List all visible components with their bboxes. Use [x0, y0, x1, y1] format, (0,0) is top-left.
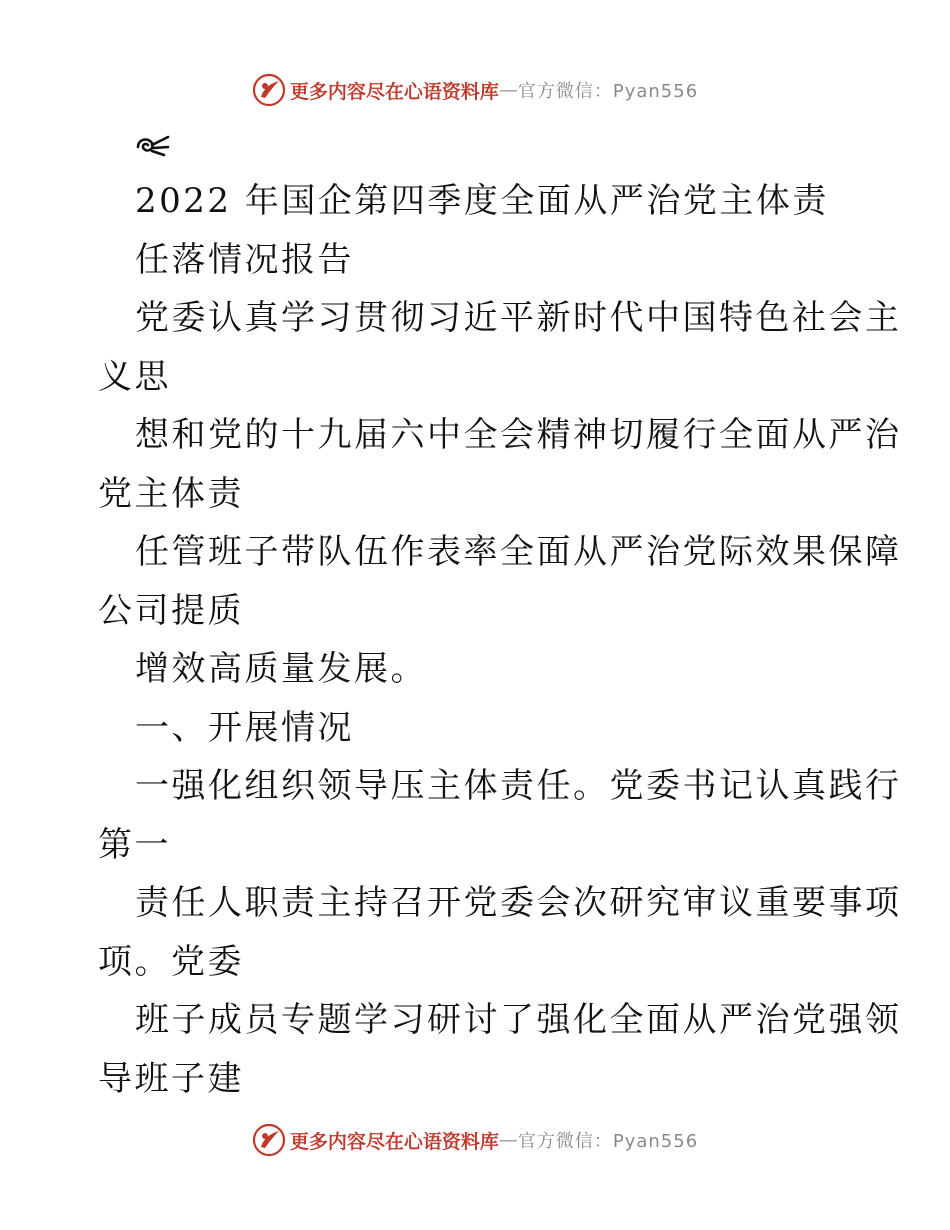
banner-text: 更多内容尽在心语资料库 — [289, 80, 499, 103]
paragraph-line: 党主体责 — [98, 473, 244, 514]
banner-separator: — — [498, 1129, 518, 1151]
paragraph-line: 公司提质 — [98, 590, 244, 631]
library-logo-icon — [252, 73, 286, 107]
flourish-ornament-icon — [134, 133, 172, 159]
banner-separator: — — [498, 79, 518, 101]
paragraph-line: 想和党的十九届六中全会精神切履行全面从严治 — [135, 415, 902, 455]
paragraph-line: 导班子建 — [98, 1058, 244, 1099]
document-title-line-2: 任落情况报告 — [135, 239, 354, 280]
footer-banner — [0, 1120, 950, 1160]
header-banner — [0, 70, 950, 110]
banner-wechat: 官方微信：Pyan556 — [517, 1131, 699, 1152]
banner-wechat: 官方微信：Pyan556 — [517, 81, 699, 102]
document-title-line-1: 2022 年国企第四季度全面从严治党主体责 — [135, 181, 829, 221]
paragraph-line: 责任人职责主持召开党委会次研究审议重要事项 — [135, 883, 902, 923]
paragraph-line: 增效高质量发展。 — [135, 649, 427, 689]
paragraph-line: 班子成员专题学习研讨了强化全面从严治党强领 — [135, 1000, 902, 1040]
library-logo-icon — [252, 1123, 286, 1157]
paragraph-line: 一强化组织领导压主体责任。党委书记认真践行 — [135, 766, 902, 806]
document-body — [98, 172, 902, 1108]
banner-text: 更多内容尽在心语资料库 — [289, 1130, 499, 1153]
paragraph-line: 义思 — [98, 356, 171, 397]
section-heading: 一、开展情况 — [135, 707, 354, 748]
paragraph-line: 任管班子带队伍作表率全面从严治党际效果保障 — [135, 532, 902, 572]
paragraph-line: 项。党委 — [98, 941, 244, 982]
paragraph-line: 第一 — [98, 824, 171, 865]
paragraph-line: 党委认真学习贯彻习近平新时代中国特色社会主 — [135, 298, 902, 338]
